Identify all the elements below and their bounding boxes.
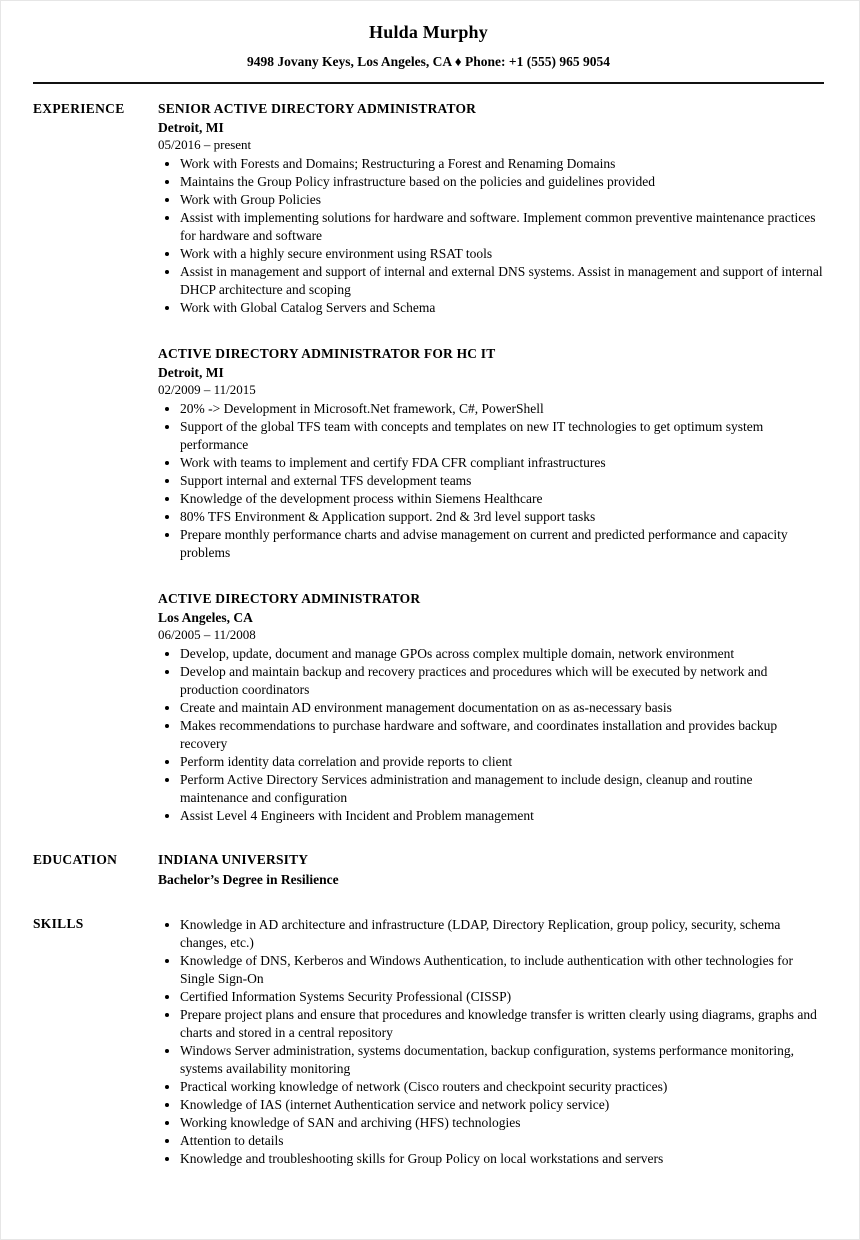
bullet-item: • Makes recommendations to purchase hardware and software, and coordinates installation and provides backup recovery <box>180 717 824 753</box>
bullet-item: • Prepare monthly performance charts and advise management on current and predicted performance and capacity problems <box>180 526 824 562</box>
experience-content <box>158 100 824 825</box>
bullet-item: • Maintains the Group Policy infrastructure based on the policies and guidelines provided <box>180 173 824 191</box>
bullet-item: • Work with Group Policies <box>180 191 824 209</box>
bullet-item: • Support internal and external TFS development teams <box>180 472 824 490</box>
bullet-item: • Work with a highly secure environment using RSAT tools <box>180 245 824 263</box>
bullet-item: • Practical working knowledge of network (Cisco routers and checkpoint security practices) <box>180 1078 824 1096</box>
bullet-item: • Knowledge in AD architecture and infrastructure (LDAP, Directory Replication, group policy, security, schema changes, etc.) <box>180 916 824 952</box>
job-location: Los Angeles, CA <box>158 610 253 625</box>
job-entry <box>158 100 824 317</box>
job-location: Detroit, MI <box>158 120 224 135</box>
job-bullets <box>158 400 824 562</box>
bullet-item: • 20% -> Development in Microsoft.Net framework, C#, PowerShell <box>180 400 824 418</box>
section-label-experience: EXPERIENCE <box>33 101 125 116</box>
job-location: Detroit, MI <box>158 365 224 380</box>
skills-content <box>158 915 824 1168</box>
bullet-item: • Certified Information Systems Security Professional (CISSP) <box>180 988 824 1006</box>
bullet-item: • Knowledge and troubleshooting skills for Group Policy on local workstations and servers <box>180 1150 824 1168</box>
job-dates: 06/2005 – 11/2008 <box>158 627 256 642</box>
bullet-item: • Prepare project plans and ensure that procedures and knowledge transfer is written clearly using diagrams, graphs and charts and stored in a central repository <box>180 1006 824 1042</box>
bullet-item: • Work with Global Catalog Servers and Schema <box>180 299 824 317</box>
section-skills <box>33 915 824 1168</box>
bullet-item: • Work with teams to implement and certify FDA CFR compliant infrastructures <box>180 454 824 472</box>
skills-bullets <box>158 916 824 1168</box>
job-entry <box>158 590 824 825</box>
bullet-item: • Perform identity data correlation and provide reports to client <box>180 753 824 771</box>
job-title: SENIOR ACTIVE DIRECTORY ADMINISTRATOR <box>158 101 477 116</box>
contact-line: 9498 Jovany Keys, Los Angeles, CA ♦ Phone: +1 (555) 965 9054 <box>247 54 610 69</box>
job-title: ACTIVE DIRECTORY ADMINISTRATOR <box>158 591 421 606</box>
bullet-item: • Attention to details <box>180 1132 824 1150</box>
bullet-item: • Develop and maintain backup and recovery practices and procedures which will be executed by network and production coordinators <box>180 663 824 699</box>
bullet-item: • Assist Level 4 Engineers with Incident and Problem management <box>180 807 824 825</box>
job-title: ACTIVE DIRECTORY ADMINISTRATOR FOR HC IT <box>158 346 496 361</box>
bullet-item: • Create and maintain AD environment management documentation on as as-necessary basis <box>180 699 824 717</box>
bullet-item: • Knowledge of the development process within Siemens Healthcare <box>180 490 824 508</box>
section-education <box>33 851 824 889</box>
job-bullets <box>158 155 824 317</box>
bullet-item: • 80% TFS Environment & Application support. 2nd & 3rd level support tasks <box>180 508 824 526</box>
education-content <box>158 851 824 889</box>
bullet-item: • Windows Server administration, systems documentation, backup configuration, systems performance monitoring, systems availability monitoring <box>180 1042 824 1078</box>
bullet-item: • Assist with implementing solutions for hardware and software. Implement common preventive maintenance practices for hardware and software <box>180 209 824 245</box>
bullet-item: • Perform Active Directory Services administration and management to include design, cleanup and routine maintenance and configuration <box>180 771 824 807</box>
bullet-item: • Knowledge of IAS (internet Authentication service and network policy service) <box>180 1096 824 1114</box>
job-dates: 05/2016 – present <box>158 137 252 152</box>
bullet-item: • Work with Forests and Domains; Restructuring a Forest and Renaming Domains <box>180 155 824 173</box>
education-degree: Bachelor’s Degree in Resilience <box>158 872 339 887</box>
resume-name: Hulda Murphy <box>369 22 488 42</box>
bullet-item: • Working knowledge of SAN and archiving (HFS) technologies <box>180 1114 824 1132</box>
job-entry <box>158 345 824 562</box>
section-label-skills: SKILLS <box>33 916 84 931</box>
job-bullets <box>158 645 824 825</box>
section-experience <box>33 100 824 825</box>
bullet-item: • Assist in management and support of internal and external DNS systems. Assist in management and support of internal DHCP architecture and scoping <box>180 263 824 299</box>
section-label-education: EDUCATION <box>33 852 118 867</box>
header-divider <box>33 82 824 84</box>
bullet-item: • Develop, update, document and manage GPOs across complex multiple domain, network environment <box>180 645 824 663</box>
bullet-item: • Knowledge of DNS, Kerberos and Windows Authentication, to include authentication with other technologies for Single Sign-On <box>180 952 824 988</box>
bullet-item: • Support of the global TFS team with concepts and templates on new IT technologies to get optimum system performance <box>180 418 824 454</box>
education-school: INDIANA UNIVERSITY <box>158 852 309 867</box>
job-dates: 02/2009 – 11/2015 <box>158 382 256 397</box>
